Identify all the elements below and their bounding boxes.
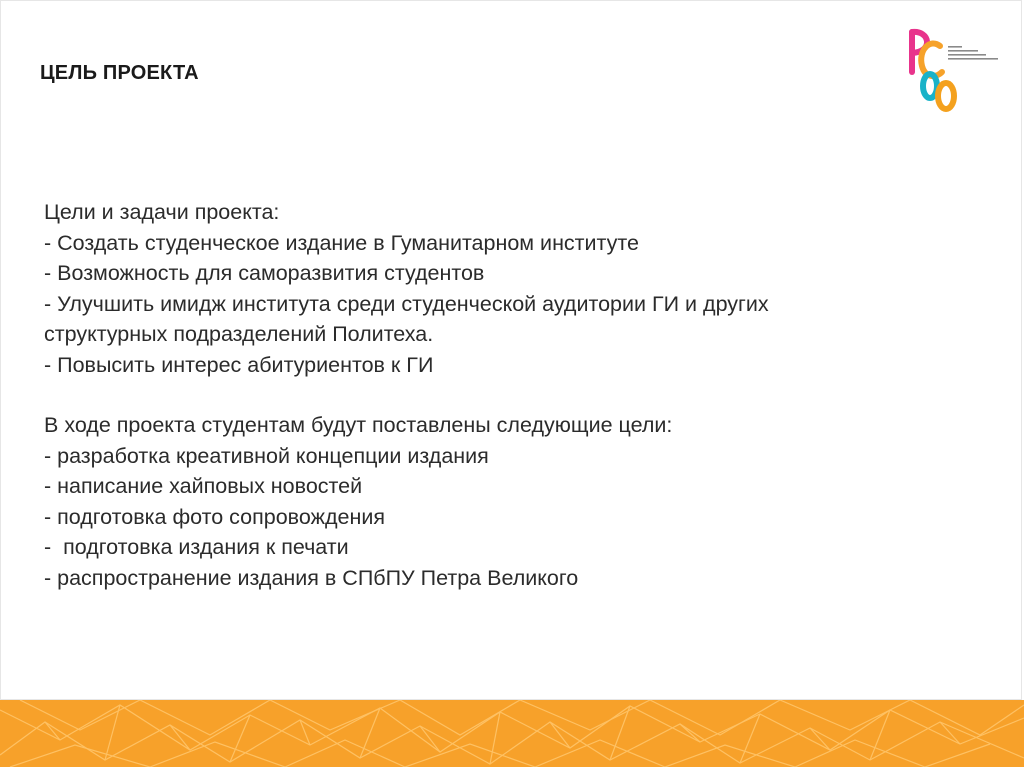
rso-logo-icon — [900, 22, 1010, 118]
goal-item: - Создать студенческое издание в Гуманитарном институте — [44, 230, 639, 255]
goal-item: - Повысить интерес абитуриентов к ГИ — [44, 352, 434, 377]
tasks-heading: В ходе проекта студентам будут поставлены следующие цели: — [44, 413, 673, 437]
task-item: - написание хайповых новостей — [44, 474, 363, 498]
slide-body — [44, 197, 974, 593]
goal-item: - Возможность для саморазвития студентов — [44, 261, 485, 285]
logo-letter-o — [938, 83, 954, 109]
paragraph-gap — [44, 380, 974, 410]
goal-item: - Улучшить имидж института среди студенческой аудитории ГИ и других — [44, 291, 769, 316]
footer-decorative-band — [0, 700, 1024, 767]
footer-network-pattern — [0, 700, 1024, 767]
logo-letter-s — [921, 43, 942, 75]
goal-item: структурных подразделений Политеха. — [44, 322, 434, 346]
task-item: - разработка креативной концепции издания — [44, 443, 489, 468]
task-item: - распространение издания в СПбПУ Петра Великого — [44, 565, 579, 590]
task-item: - подготовка фото сопровождения — [44, 504, 385, 529]
task-item: - подготовка издания к печати — [44, 535, 349, 559]
slide-title: ЦЕЛЬ ПРОЕКТА — [40, 62, 199, 84]
logo-tagline-lines — [948, 46, 998, 60]
goals-heading: Цели и задачи проекта: — [44, 200, 280, 224]
